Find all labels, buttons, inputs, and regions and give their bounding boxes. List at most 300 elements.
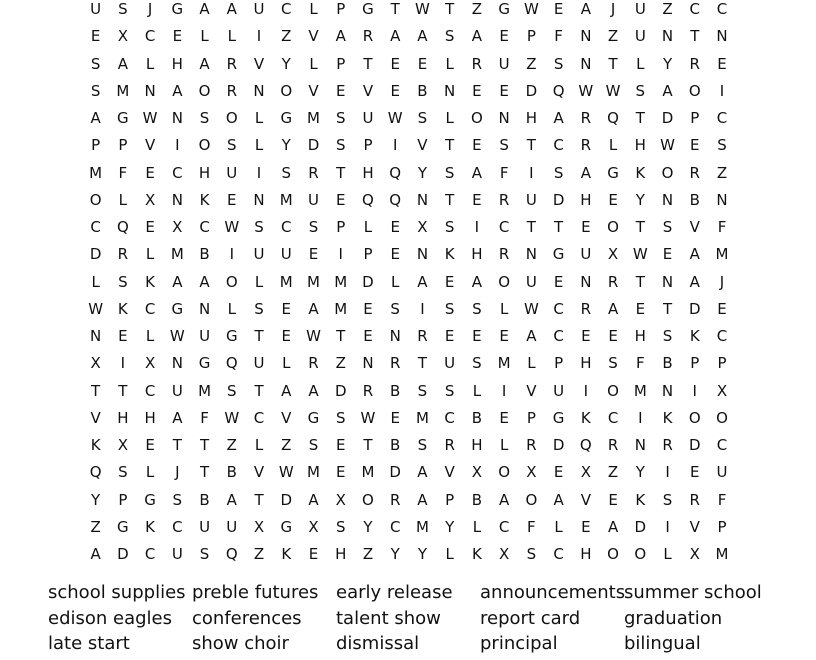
grid-letter: I: [638, 408, 643, 427]
grid-letter: O: [661, 163, 674, 182]
grid-letter: I: [665, 517, 670, 536]
grid-letter: U: [634, 0, 646, 18]
grid-letter: H: [634, 136, 646, 155]
grid-letter: P: [690, 109, 700, 127]
grid-letter: W: [360, 408, 376, 427]
grid-letter: R: [498, 245, 510, 264]
grid-letter: G: [171, 299, 184, 318]
grid-letter: I: [392, 136, 398, 155]
grid-letter: S: [553, 163, 564, 182]
grid-letter: V: [689, 218, 700, 236]
grid-letter: Z: [716, 163, 728, 182]
grid-letter: D: [89, 245, 102, 264]
grid-letter: E: [145, 436, 155, 454]
grid-letter: L: [472, 517, 482, 536]
grid-row: [82, 350, 737, 377]
grid-letter: M: [307, 463, 320, 482]
grid-letter: S: [662, 327, 673, 345]
grid-letter: D: [307, 136, 320, 155]
word-bank-item: late start: [48, 633, 130, 654]
grid-letter: L: [145, 463, 155, 482]
grid-letter: E: [581, 327, 591, 345]
grid-letter: M: [497, 354, 511, 373]
grid-letter: I: [120, 354, 126, 373]
grid-letter: B: [471, 490, 483, 509]
grid-letter: L: [445, 54, 454, 73]
grid-letter: F: [118, 163, 128, 182]
grid-letter: B: [417, 81, 428, 100]
grid-letter: W: [88, 299, 104, 318]
grid-letter: D: [334, 381, 347, 400]
grid-letter: K: [117, 299, 128, 318]
grid-letter: E: [227, 190, 237, 209]
grid-row: [82, 0, 737, 23]
grid-letter: T: [445, 0, 455, 18]
grid-letter: A: [471, 272, 483, 291]
grid-letter: S: [472, 299, 482, 318]
grid-letter: B: [390, 436, 401, 454]
grid-letter: C: [689, 0, 701, 18]
grid-letter: E: [390, 408, 400, 427]
grid-letter: S: [417, 109, 428, 127]
grid-letter: Z: [281, 27, 292, 46]
grid-letter: I: [719, 81, 725, 100]
grid-letter: R: [308, 163, 319, 182]
grid-letter: E: [281, 327, 291, 345]
grid-letter: T: [336, 327, 346, 345]
grid-letter: C: [498, 517, 510, 536]
grid-letter: A: [199, 54, 210, 73]
grid-letter: S: [308, 218, 319, 236]
grid-letter: I: [420, 299, 425, 318]
grid-letter: S: [118, 0, 128, 18]
grid-letter: P: [690, 354, 700, 373]
grid-letter: R: [226, 81, 237, 100]
grid-letter: H: [335, 545, 347, 563]
grid-letter: O: [634, 545, 647, 563]
grid-letter: L: [282, 354, 291, 373]
grid-letter: T: [635, 272, 645, 291]
grid-letter: B: [662, 354, 673, 373]
grid-letter: P: [118, 490, 128, 509]
grid-row: [82, 405, 737, 432]
grid-letter: C: [716, 436, 728, 454]
grid-letter: X: [253, 517, 265, 536]
grid-letter: F: [717, 490, 727, 509]
grid-letter: E: [335, 436, 346, 454]
grid-letter: V: [689, 517, 700, 536]
grid-letter: T: [91, 381, 101, 400]
grid-letter: N: [580, 27, 592, 46]
grid-letter: E: [608, 490, 618, 509]
grid-letter: N: [171, 190, 183, 209]
grid-letter: W: [142, 109, 158, 127]
grid-letter: X: [335, 490, 346, 509]
word-bank-item: bilingual: [624, 633, 701, 654]
grid-letter: O: [688, 81, 701, 100]
grid-letter: E: [690, 136, 700, 155]
grid-letter: A: [90, 545, 101, 563]
grid-letter: N: [253, 190, 265, 209]
grid-letter: P: [336, 54, 346, 73]
grid-letter: R: [362, 27, 374, 46]
grid-letter: L: [145, 245, 155, 264]
grid-letter: C: [716, 109, 728, 127]
grid-letter: S: [444, 163, 455, 182]
grid-letter: Q: [579, 436, 592, 454]
grid-letter: A: [417, 463, 428, 482]
grid-letter: S: [227, 136, 237, 155]
grid-letter: N: [144, 81, 156, 100]
grid-letter: G: [144, 490, 156, 509]
grid-letter: M: [415, 408, 429, 427]
grid-letter: R: [444, 436, 455, 454]
grid-letter: K: [145, 517, 155, 536]
grid-letter: E: [281, 299, 291, 318]
grid-letter: G: [225, 327, 238, 345]
grid-letter: M: [715, 245, 729, 264]
grid-letter: X: [117, 27, 128, 46]
grid-letter: V: [526, 381, 537, 400]
grid-letter: L: [200, 27, 209, 46]
grid-letter: A: [607, 299, 619, 318]
grid-letter: Q: [607, 109, 619, 127]
grid-letter: R: [662, 436, 673, 454]
grid-letter: L: [227, 299, 236, 318]
grid-letter: T: [199, 436, 210, 454]
grid-row: [82, 323, 737, 350]
grid-letter: N: [416, 190, 429, 209]
grid-letter: S: [254, 218, 264, 236]
grid-letter: D: [688, 436, 701, 454]
grid-letter: E: [553, 0, 564, 18]
grid-letter: R: [226, 54, 237, 73]
grid-letter: N: [498, 109, 510, 127]
grid-letter: C: [389, 517, 401, 536]
grid-letter: W: [415, 0, 430, 18]
grid-letter: M: [307, 272, 320, 291]
grid-letter: Z: [90, 517, 101, 536]
word-bank-item: summer school: [624, 582, 762, 603]
grid-letter: E: [308, 245, 319, 264]
grid-letter: G: [171, 0, 184, 18]
grid-letter: E: [145, 163, 155, 182]
grid-letter: Y: [417, 163, 428, 182]
grid-letter: A: [226, 490, 237, 509]
grid-letter: W: [660, 136, 675, 155]
grid-letter: E: [635, 299, 646, 318]
grid-letter: A: [90, 109, 101, 127]
grid-letter: S: [118, 272, 128, 291]
grid-letter: W: [523, 299, 539, 318]
grid-letter: A: [689, 272, 700, 291]
grid-letter: N: [634, 436, 646, 454]
grid-letter: C: [281, 0, 292, 18]
grid-letter: H: [117, 408, 129, 427]
grid-letter: E: [662, 245, 673, 264]
grid-letter: Z: [607, 463, 619, 482]
grid-letter: A: [417, 490, 428, 509]
grid-letter: U: [308, 190, 319, 209]
grid-row: [82, 378, 737, 405]
grid-letter: T: [390, 0, 400, 18]
grid-letter: I: [256, 163, 262, 182]
grid-letter: S: [199, 109, 210, 127]
grid-letter: A: [580, 0, 591, 18]
word-bank-item: principal: [480, 633, 558, 654]
grid-letter: C: [607, 408, 619, 427]
grid-letter: H: [525, 109, 537, 127]
grid-letter: X: [90, 354, 101, 373]
grid-letter: I: [665, 463, 670, 482]
grid-letter: L: [254, 436, 264, 454]
grid-row: [82, 23, 737, 50]
grid-letter: C: [553, 136, 564, 155]
grid-letter: U: [253, 245, 265, 264]
grid-letter: S: [444, 27, 455, 46]
grid-letter: L: [145, 327, 155, 345]
word-bank-item: announcements: [480, 582, 626, 603]
grid-row: [82, 105, 737, 132]
grid-letter: U: [90, 0, 102, 18]
grid-letter: X: [526, 463, 537, 482]
grid-letter: F: [499, 163, 509, 182]
grid-letter: Q: [225, 354, 238, 373]
grid-letter: O: [716, 408, 728, 427]
grid-letter: L: [254, 272, 264, 291]
grid-letter: T: [363, 54, 373, 73]
grid-letter: Z: [281, 436, 292, 454]
grid-row: [82, 269, 737, 296]
grid-letter: L: [363, 218, 373, 236]
grid-letter: D: [552, 190, 565, 209]
grid-letter: V: [444, 463, 455, 482]
grid-letter: S: [90, 54, 101, 73]
grid-letter: M: [307, 109, 320, 127]
grid-letter: I: [338, 245, 343, 264]
grid-letter: T: [254, 327, 264, 345]
grid-letter: E: [581, 218, 591, 236]
grid-letter: E: [90, 27, 101, 46]
grid-letter: L: [309, 0, 318, 18]
grid-letter: V: [580, 490, 591, 509]
letter-grid: [82, 0, 737, 568]
grid-letter: N: [362, 354, 374, 373]
grid-row: [82, 160, 737, 187]
grid-letter: A: [553, 109, 564, 127]
word-bank-item: show choir: [192, 633, 289, 654]
grid-letter: R: [580, 299, 592, 318]
grid-letter: G: [552, 245, 565, 264]
grid-letter: E: [472, 327, 482, 345]
grid-letter: A: [199, 0, 210, 18]
grid-letter: D: [389, 463, 401, 482]
grid-letter: U: [716, 463, 728, 482]
grid-letter: K: [90, 436, 101, 454]
grid-letter: Y: [390, 545, 400, 563]
grid-letter: G: [280, 109, 293, 127]
grid-letter: L: [118, 190, 128, 209]
grid-letter: Z: [662, 0, 673, 18]
grid-letter: N: [580, 272, 592, 291]
grid-letter: S: [417, 436, 428, 454]
grid-letter: Y: [417, 545, 428, 563]
grid-letter: U: [253, 354, 265, 373]
grid-letter: N: [198, 299, 211, 318]
grid-letter: Z: [253, 545, 265, 563]
grid-letter: E: [335, 81, 346, 100]
grid-letter: L: [499, 299, 509, 318]
grid-letter: C: [144, 381, 156, 400]
grid-letter: H: [580, 190, 592, 209]
grid-letter: D: [362, 272, 374, 291]
grid-letter: V: [308, 81, 319, 100]
grid-row: [82, 51, 737, 78]
grid-letter: K: [635, 490, 646, 509]
grid-letter: R: [607, 436, 619, 454]
grid-letter: V: [253, 54, 265, 73]
grid-letter: A: [662, 81, 673, 100]
grid-letter: M: [89, 163, 103, 182]
grid-letter: N: [416, 245, 429, 264]
word-bank-item: edison eagles: [48, 607, 173, 629]
grid-letter: Y: [635, 190, 645, 209]
grid-letter: Y: [445, 517, 455, 536]
grid-letter: E: [118, 327, 128, 345]
grid-letter: S: [172, 490, 183, 509]
grid-letter: K: [145, 272, 155, 291]
grid-letter: W: [278, 463, 294, 482]
grid-letter: C: [553, 327, 564, 345]
grid-letter: L: [608, 136, 618, 155]
grid-letter: U: [199, 517, 211, 536]
grid-letter: V: [281, 408, 292, 427]
grid-letter: J: [610, 0, 616, 18]
grid-letter: N: [716, 27, 728, 46]
grid-letter: S: [335, 109, 346, 127]
grid-letter: F: [554, 27, 563, 46]
grid-letter: D: [525, 81, 538, 100]
grid-letter: W: [578, 81, 594, 100]
grid-letter: C: [716, 0, 728, 18]
grid-letter: U: [253, 0, 265, 18]
grid-letter: N: [716, 190, 728, 209]
grid-letter: Q: [225, 545, 238, 563]
word-bank-item: school supplies: [48, 582, 186, 603]
grid-letter: G: [280, 517, 293, 536]
grid-letter: E: [335, 190, 346, 209]
grid-letter: Y: [281, 136, 291, 155]
grid-row: [82, 214, 737, 241]
grid-letter: N: [90, 327, 102, 345]
grid-letter: C: [253, 408, 265, 427]
grid-letter: H: [198, 163, 211, 182]
grid-letter: T: [554, 218, 564, 236]
grid-letter: X: [607, 245, 619, 264]
grid-letter: M: [198, 381, 212, 400]
grid-letter: Z: [526, 54, 537, 73]
grid-letter: R: [389, 490, 401, 509]
grid-letter: R: [580, 136, 592, 155]
grid-letter: I: [175, 136, 180, 155]
grid-letter: E: [145, 218, 155, 236]
grid-letter: P: [717, 517, 727, 536]
grid-letter: N: [171, 109, 183, 127]
grid-letter: I: [583, 381, 589, 400]
grid-letter: B: [390, 381, 401, 400]
grid-letter: Y: [662, 54, 673, 73]
grid-letter: E: [581, 517, 591, 536]
grid-letter: T: [608, 54, 618, 73]
grid-letter: H: [144, 408, 156, 427]
grid-letter: U: [226, 163, 238, 182]
grid-letter: E: [417, 54, 428, 73]
grid-letter: F: [527, 517, 536, 536]
grid-letter: N: [444, 81, 456, 100]
grid-letter: R: [498, 190, 510, 209]
grid-letter: M: [633, 381, 647, 400]
grid-letter: Z: [335, 354, 346, 373]
grid-letter: S: [335, 408, 346, 427]
grid-letter: Q: [89, 463, 102, 482]
grid-letter: S: [118, 463, 128, 482]
grid-letter: P: [554, 354, 564, 373]
grid-letter: S: [335, 517, 346, 536]
grid-letter: N: [525, 245, 537, 264]
grid-letter: P: [363, 245, 373, 264]
grid-letter: S: [499, 136, 509, 155]
grid-letter: I: [229, 245, 234, 264]
grid-letter: G: [362, 0, 374, 18]
grid-row: [82, 514, 737, 541]
grid-letter: L: [145, 54, 155, 73]
grid-letter: M: [170, 245, 184, 264]
grid-letter: A: [117, 54, 128, 73]
grid-letter: I: [474, 218, 480, 236]
grid-letter: E: [172, 27, 183, 46]
grid-letter: L: [472, 381, 482, 400]
grid-letter: Q: [116, 218, 129, 236]
grid-letter: T: [526, 136, 536, 155]
grid-letter: J: [147, 0, 153, 18]
grid-letter: P: [717, 354, 727, 373]
grid-letter: E: [390, 54, 400, 73]
grid-letter: T: [690, 27, 700, 46]
grid-letter: E: [499, 408, 509, 427]
grid-letter: U: [580, 245, 592, 264]
grid-letter: M: [279, 190, 293, 209]
grid-row: [82, 487, 737, 514]
grid-letter: A: [281, 381, 292, 400]
grid-letter: M: [715, 545, 729, 563]
grid-letter: Z: [362, 545, 374, 563]
grid-letter: Z: [607, 27, 619, 46]
grid-letter: T: [199, 463, 210, 482]
grid-letter: C: [199, 218, 210, 236]
grid-letter: L: [227, 27, 236, 46]
grid-letter: R: [308, 354, 319, 373]
grid-letter: R: [417, 327, 428, 345]
grid-letter: A: [308, 490, 319, 509]
grid-letter: A: [417, 27, 428, 46]
grid-letter: T: [445, 190, 455, 209]
grid-letter: P: [91, 136, 101, 155]
grid-letter: P: [118, 136, 128, 155]
grid-letter: G: [607, 163, 619, 182]
grid-letter: A: [526, 327, 537, 345]
grid-letter: A: [199, 272, 210, 291]
grid-letter: X: [580, 463, 591, 482]
